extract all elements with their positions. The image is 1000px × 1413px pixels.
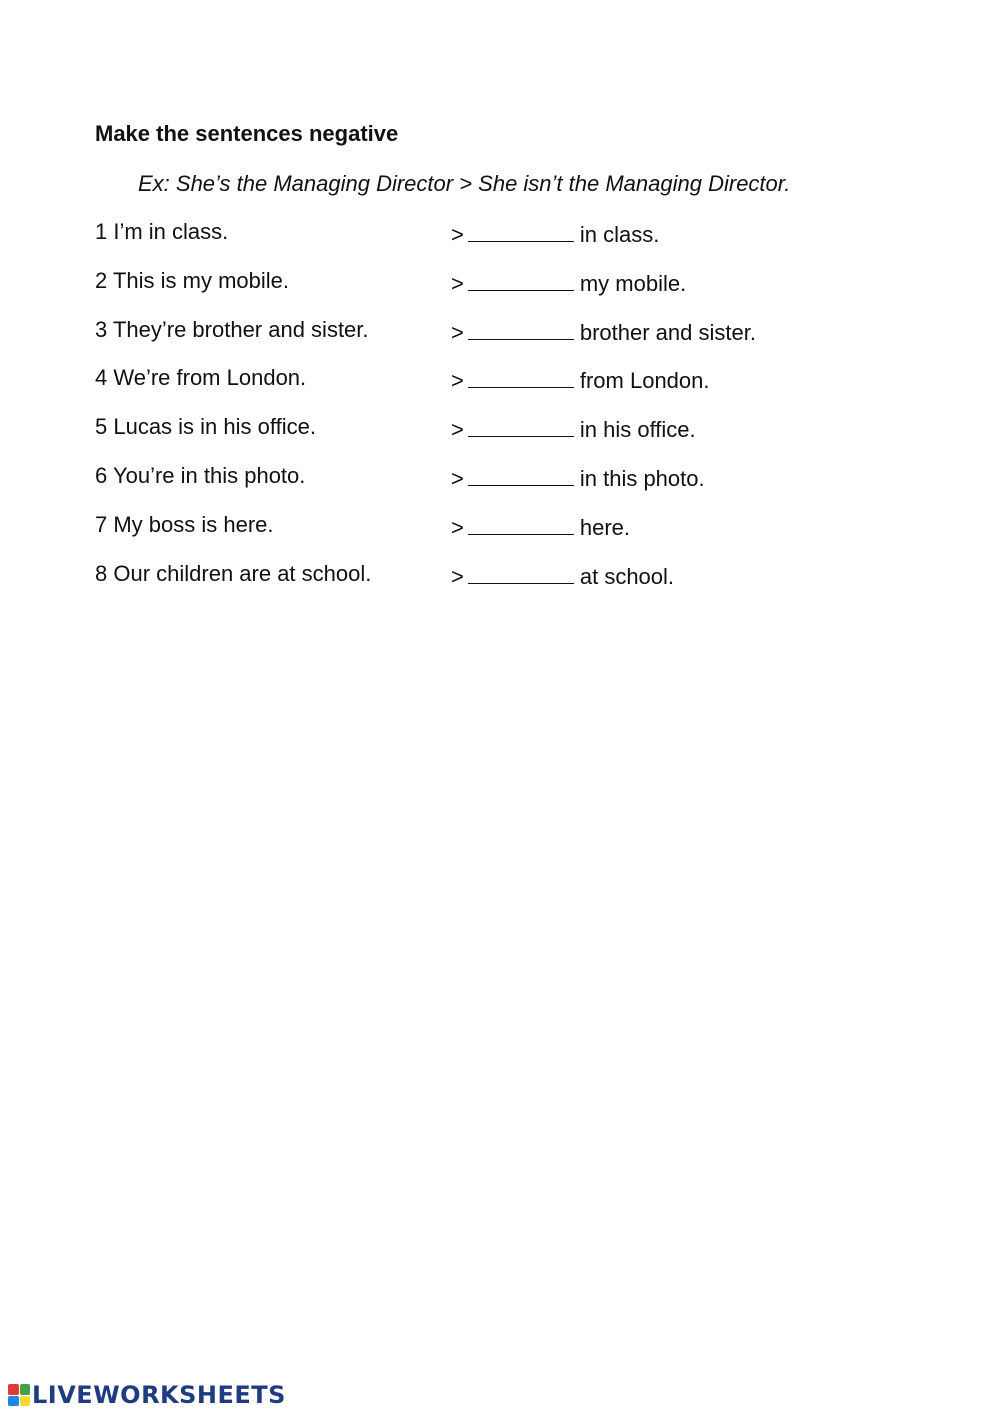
- exercise-ending: here.: [579, 514, 631, 540]
- arrow-glyph: >: [451, 270, 464, 296]
- answer-blank[interactable]: [468, 219, 574, 242]
- exercise-sentence: 7 My boss is here.: [95, 511, 274, 537]
- exercise-sentence: 4 We’re from London.: [95, 365, 307, 391]
- exercise-ending: in this photo.: [579, 465, 705, 491]
- exercise-item: [95, 268, 915, 317]
- answer-blank[interactable]: [468, 512, 574, 535]
- logo-square-blue: [8, 1396, 19, 1407]
- arrow-glyph: >: [451, 465, 464, 491]
- exercise-ending: my mobile.: [579, 270, 687, 296]
- logo-square-red: [8, 1384, 19, 1395]
- exercise-answer: [451, 561, 674, 590]
- exercise-item: [95, 463, 915, 512]
- exercise-ending: in his office.: [579, 417, 696, 443]
- exercise-answer: [451, 414, 696, 443]
- exercise-answer: [451, 219, 659, 248]
- exercise-item: [95, 317, 915, 366]
- footer-brand: [8, 1381, 286, 1409]
- exercise-answer: [451, 365, 710, 394]
- answer-blank[interactable]: [468, 414, 574, 437]
- example-sentence: Ex: She’s the Managing Director > She isn’t the Managing Director.: [138, 171, 791, 196]
- exercise-item: [95, 219, 915, 268]
- exercise-sentence: 3 They’re brother and sister.: [95, 316, 369, 342]
- exercise-ending: in class.: [579, 222, 660, 247]
- exercise-sentence: 5 Lucas is in his office.: [95, 414, 316, 440]
- exercise-answer: [451, 512, 630, 541]
- arrow-glyph: >: [451, 368, 464, 394]
- exercise-answer: [451, 463, 705, 492]
- exercise-item: [95, 365, 915, 414]
- exercise-sentence: 6 You’re in this photo.: [95, 462, 306, 488]
- arrow-glyph: >: [451, 417, 464, 443]
- exercise-sentence: 2 This is my mobile.: [95, 267, 289, 293]
- answer-blank[interactable]: [468, 561, 574, 584]
- brand-name: LIVEWORKSHEETS: [32, 1381, 286, 1409]
- answer-blank[interactable]: [468, 463, 574, 486]
- exercise-list: [95, 219, 915, 609]
- exercise-ending: from London.: [579, 368, 710, 394]
- exercise-answer: [451, 268, 686, 297]
- exercise-sentence: 1 I’m in class.: [95, 219, 229, 244]
- exercise-ending: brother and sister.: [579, 319, 756, 345]
- arrow-glyph: >: [451, 514, 464, 540]
- logo-square-yellow: [20, 1396, 31, 1407]
- answer-blank[interactable]: [468, 317, 574, 340]
- arrow-glyph: >: [451, 319, 464, 345]
- exercise-answer: [451, 317, 756, 346]
- answer-blank[interactable]: [468, 268, 574, 291]
- worksheet-title: Make the sentences negative: [95, 121, 399, 146]
- logo-square-green: [20, 1384, 31, 1395]
- arrow-glyph: >: [451, 222, 464, 247]
- exercise-ending: at school.: [579, 563, 675, 589]
- exercise-item: [95, 414, 915, 463]
- liveworksheets-logo-icon: [8, 1384, 30, 1406]
- arrow-glyph: >: [451, 563, 464, 589]
- exercise-item: [95, 561, 915, 610]
- exercise-item: [95, 512, 915, 561]
- exercise-sentence: 8 Our children are at school.: [95, 560, 372, 586]
- answer-blank[interactable]: [468, 365, 574, 388]
